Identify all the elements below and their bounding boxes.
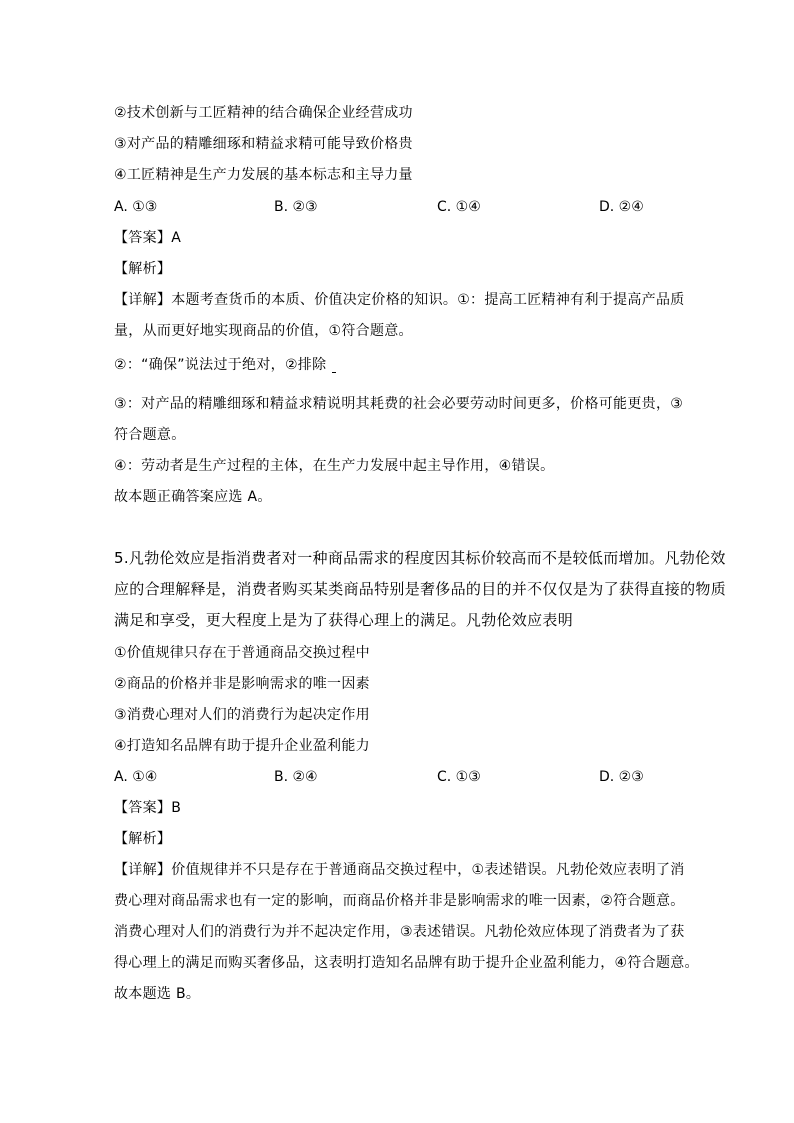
q4-conclusion: 故本题正确答案应选 A。 <box>114 489 272 505</box>
q4-item-4: ④工匠精神是生产力发展的基本标志和主导力量 <box>114 167 413 183</box>
q5-item-4: ④打造知名品牌有助于提升企业盈利能力 <box>114 738 370 754</box>
q5-item-3: ③消费心理对人们的消费行为起决定作用 <box>114 707 370 723</box>
underdot-mark <box>332 372 336 373</box>
q5-explanation-line: 【详解】价值规律并不只是存在于普通商品交换过程中，①表述错误。凡勃伦效应表明了消 <box>114 862 685 878</box>
q4-explanation-line-with-mark <box>114 356 336 374</box>
q4-option-d: D. ②④ <box>599 199 644 215</box>
q5-option-c: C. ①③ <box>437 769 481 785</box>
q5-item-2: ②商品的价格并非是影响需求的唯一因素 <box>114 676 370 692</box>
q4-explanation-line: 【详解】本题考查货币的本质、价值决定价格的知识。①：提高工匠精神有利于提高产品质 <box>114 292 685 308</box>
q5-stem-line: 满足和享受，更大程度上是为了获得心理上的满足。凡勃伦效应表明 <box>114 611 574 629</box>
q5-explanation-line: 费心理对商品需求也有一定的影响，而商品价格并非是影响需求的唯一因素，②符合题意。 <box>114 893 685 909</box>
q4-answer: 【答案】A <box>114 230 182 246</box>
q5-option-d: D. ②③ <box>599 769 644 785</box>
q4-explanation-line: ④：劳动者是生产过程的主体，在生产力发展中起主导作用，④错误。 <box>114 458 555 474</box>
q4-explanation-line: 量，从而更好地实现商品的价值，①符合题意。 <box>114 323 413 339</box>
q5-explanation-line: 消费心理对人们的消费行为并不起决定作用，③表述错误。凡勃伦效应体现了消费者为了获 <box>114 924 685 940</box>
q4-option-b: B. ②③ <box>274 199 318 215</box>
q5-option-a: A. ①④ <box>114 769 158 785</box>
q5-analysis-label: 【解析】 <box>114 831 172 847</box>
q4-analysis-label: 【解析】 <box>114 261 172 277</box>
q5-explanation-line: 得心理上的满足而购买奢侈品，这表明打造知名品牌有助于提升企业盈利能力，④符合题意。 <box>114 955 699 971</box>
q5-option-b: B. ②④ <box>274 769 318 785</box>
q4-option-c: C. ①④ <box>437 199 481 215</box>
q4-item-3: ③对产品的精雕细琢和精益求精可能导致价格贵 <box>114 136 413 152</box>
q5-item-1: ①价值规律只存在于普通商品交换过程中 <box>114 645 370 661</box>
q5-conclusion: 故本题选 B。 <box>114 986 201 1002</box>
q5-stem-line: 5.凡勃伦效应是指消费者对一种商品需求的程度因其标价较高而不是较低而增加。凡勃伦效 <box>114 549 726 567</box>
q5-answer: 【答案】B <box>114 800 182 816</box>
q4-option-a: A. ①③ <box>114 199 158 215</box>
q4-explanation-line: 符合题意。 <box>114 427 186 443</box>
q5-stem-line: 应的合理解释是，消费者购买某类商品特别是奢侈品的目的并不仅仅是为了获得直接的物质 <box>114 580 727 598</box>
q4-explanation-text: ②：“确保”说法过于绝对，②排除 <box>114 357 327 373</box>
q4-item-2: ②技术创新与工匠精神的结合确保企业经营成功 <box>114 105 413 121</box>
q4-explanation-line: ③：对产品的精雕细琢和精益求精说明其耗费的社会必要劳动时间更多，价格可能更贵，③ <box>114 396 684 412</box>
